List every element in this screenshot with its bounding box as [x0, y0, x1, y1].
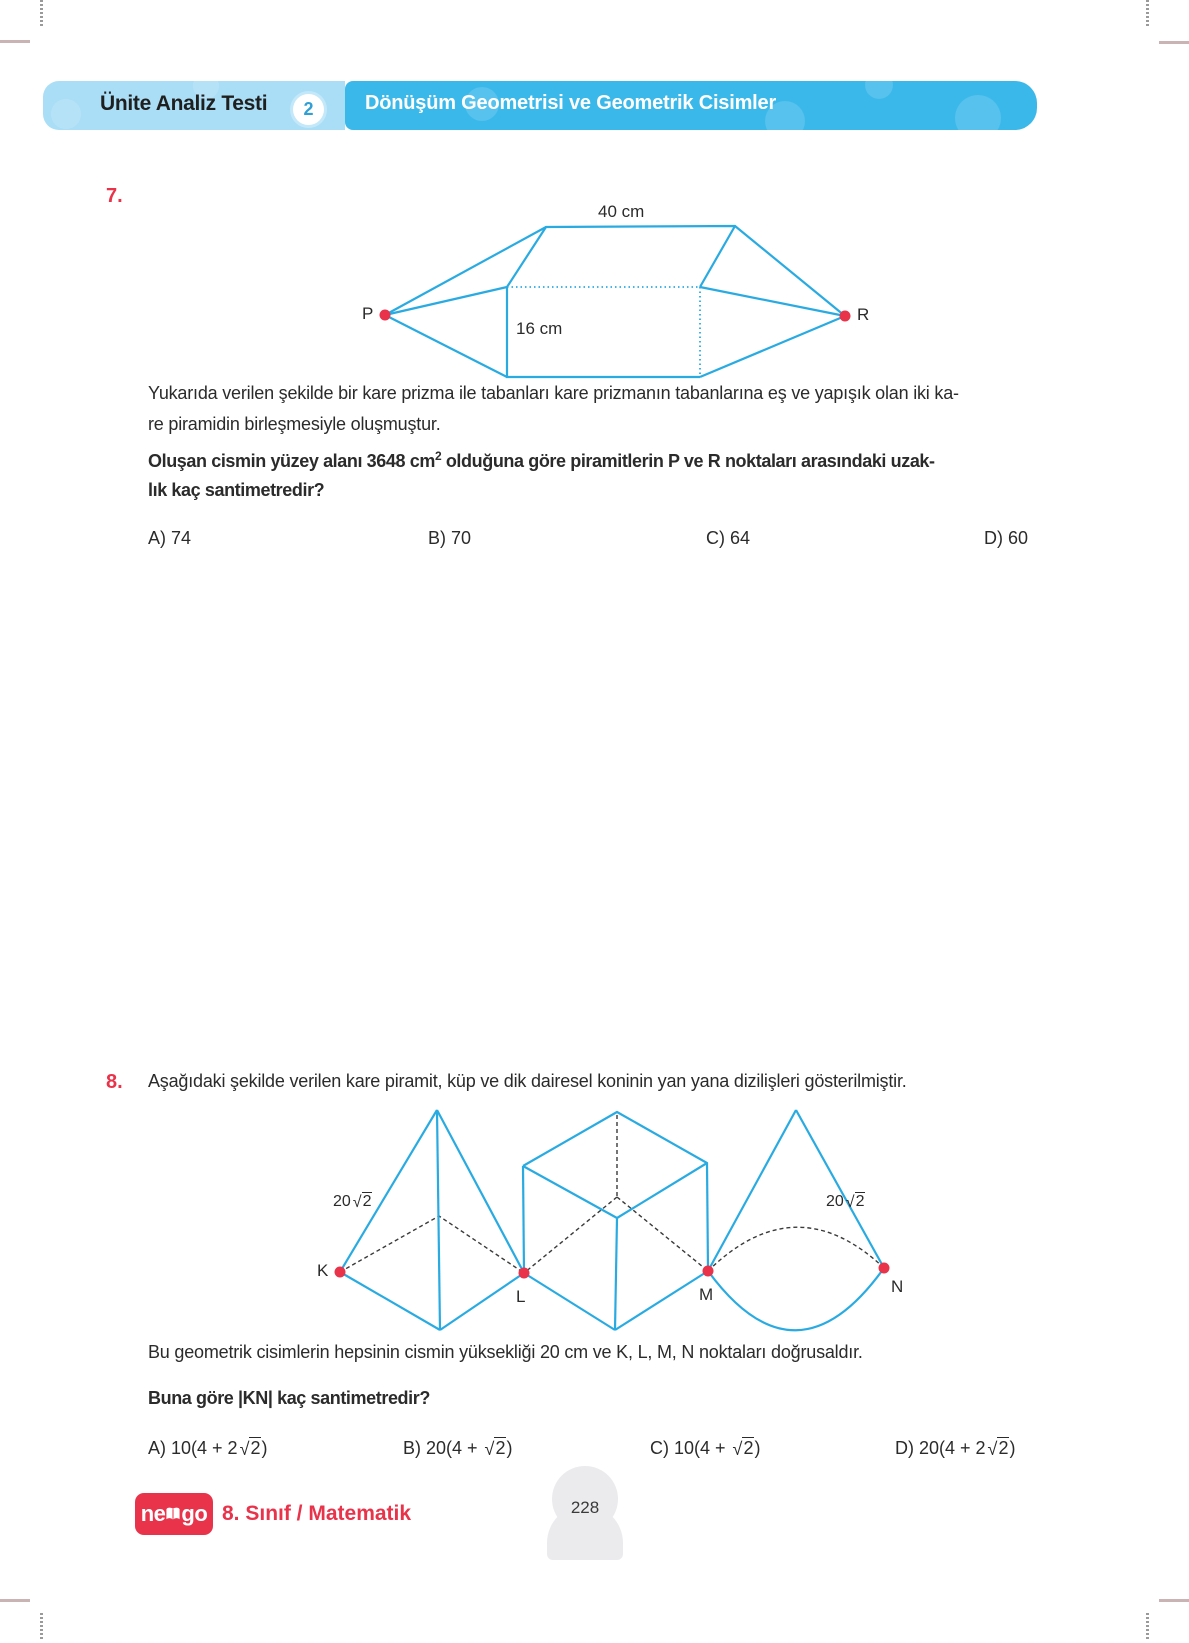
q7-paragraph-line2: re piramidin birleşmesiyle oluşmuştur.: [148, 414, 441, 434]
q7-question-pre: Oluşan cismin yüzey alanı 3648 cm: [148, 451, 435, 471]
q8-option-d-text: D) 20(4 + 2: [895, 1438, 986, 1458]
crop-mark-bottom-left-v: [40, 1613, 43, 1641]
q8-option-c: [650, 1438, 760, 1459]
question-7-number: 7.: [106, 185, 123, 207]
unit-test-label: Ünite Analiz Testi: [100, 92, 268, 115]
q8-option-b: [403, 1438, 512, 1459]
logo-text-ne: ne: [140, 1501, 166, 1526]
q8-option-a-radicand: 2: [250, 1438, 261, 1458]
dim-40cm-label: 40 cm: [598, 202, 645, 221]
question-8-figure: [295, 1095, 915, 1340]
sqrt-icon: √: [484, 1439, 495, 1459]
q8-option-b-radicand: 2: [495, 1438, 506, 1458]
crop-mark-top-left-v: [40, 0, 43, 28]
q8-paragraph: Bu geometrik cisimlerin hepsinin cismin yüksekliği 20 cm ve K, L, M, N noktaları doğrusaldır.: [148, 1342, 863, 1362]
left-slant-length-label: [333, 1193, 372, 1211]
q7-question-post: olduğuna göre piramitlerin P ve R noktaları arasındaki uzak-: [441, 451, 935, 471]
point-n-dot: [879, 1263, 890, 1274]
left-slant-radicand: 2: [362, 1193, 372, 1210]
sqrt-icon: √: [732, 1439, 743, 1459]
crop-mark-bottom-right-v: [1146, 1613, 1149, 1641]
left-slant-coefficient: 20: [333, 1193, 351, 1210]
crop-mark-bottom-right-h: [1159, 1599, 1189, 1602]
crop-mark-top-left-h: [0, 40, 30, 43]
q8-question: Buna göre |KN| kaç santimetredir?: [148, 1388, 430, 1408]
point-r-dot: [840, 311, 851, 322]
q8-intro: Aşağıdaki şekilde verilen kare piramit, küp ve dik dairesel koninin yan yana dizilişleri gösterilmiştir.: [148, 1071, 907, 1091]
q8-option-b-text: B) 20(4 +: [403, 1438, 483, 1458]
point-k-dot: [335, 1267, 346, 1278]
q8-option-c-text: C) 10(4 +: [650, 1438, 731, 1458]
right-slant-radicand: 2: [855, 1193, 865, 1210]
publisher-logo: [135, 1493, 213, 1535]
dim-16cm-label: 16 cm: [516, 319, 563, 338]
point-l-dot: [519, 1268, 530, 1279]
pyramid-cube-cone-drawing: [295, 1095, 915, 1340]
left-sqrt-icon: √: [352, 1194, 362, 1211]
question-8-number: 8.: [106, 1071, 123, 1093]
sqrt-icon: √: [239, 1439, 250, 1459]
q7-superscript: 2: [434, 449, 442, 463]
point-n-label: N: [891, 1277, 904, 1296]
q7-option-c: C) 64: [706, 528, 751, 548]
q8-option-d: [895, 1438, 1015, 1459]
grade-subject-label: 8. Sınıf / Matematik: [222, 1502, 412, 1525]
q8-option-b-close: ): [506, 1438, 513, 1458]
crop-mark-top-right-h: [1159, 41, 1189, 44]
q7-paragraph-line1: Yukarıda verilen şekilde bir kare prizma ile tabanları kare prizmanın tabanlarına eş ve yapışık olan iki ka-: [148, 383, 959, 403]
point-m-dot: [703, 1266, 714, 1277]
page-number: 228: [570, 1498, 600, 1517]
right-sqrt-icon: √: [845, 1194, 855, 1211]
q8-option-a-text: A) 10(4 + 2: [148, 1438, 238, 1458]
logo-text-go: go: [181, 1501, 208, 1526]
q8-option-c-close: ): [754, 1438, 761, 1458]
point-l-label: L: [516, 1287, 526, 1306]
page-number-badge: [552, 1466, 618, 1532]
crop-mark-bottom-left-h: [0, 1599, 30, 1602]
q7-option-b: B) 70: [428, 528, 472, 548]
test-number-badge: [293, 94, 324, 125]
q7-question-line1: [148, 449, 935, 472]
q8-option-c-radicand: 2: [743, 1438, 754, 1458]
point-m-label: M: [699, 1285, 714, 1304]
q7-option-a: A) 74: [148, 528, 192, 548]
q8-option-d-close: ): [1009, 1438, 1016, 1458]
crop-mark-top-right-v: [1146, 0, 1149, 28]
right-slant-length-label: [826, 1193, 865, 1211]
sqrt-icon: √: [987, 1439, 998, 1459]
point-r-label: R: [857, 305, 870, 324]
test-number: 2: [303, 99, 314, 119]
q8-option-a-close: ): [261, 1438, 268, 1458]
point-k-label: K: [317, 1261, 329, 1280]
open-book-icon: [166, 1506, 180, 1522]
q7-option-d: D) 60: [984, 528, 1029, 548]
q7-question-line2: lık kaç santimetredir?: [148, 480, 325, 500]
q8-option-a: [148, 1438, 267, 1459]
q8-option-d-radicand: 2: [998, 1438, 1009, 1458]
point-p-label: P: [362, 304, 374, 323]
unit-title: Dönüşüm Geometrisi ve Geometrik Cisimler: [365, 92, 777, 114]
question-7-figure: [350, 190, 890, 395]
right-slant-coefficient: 20: [826, 1193, 844, 1210]
point-p-dot: [380, 310, 391, 321]
